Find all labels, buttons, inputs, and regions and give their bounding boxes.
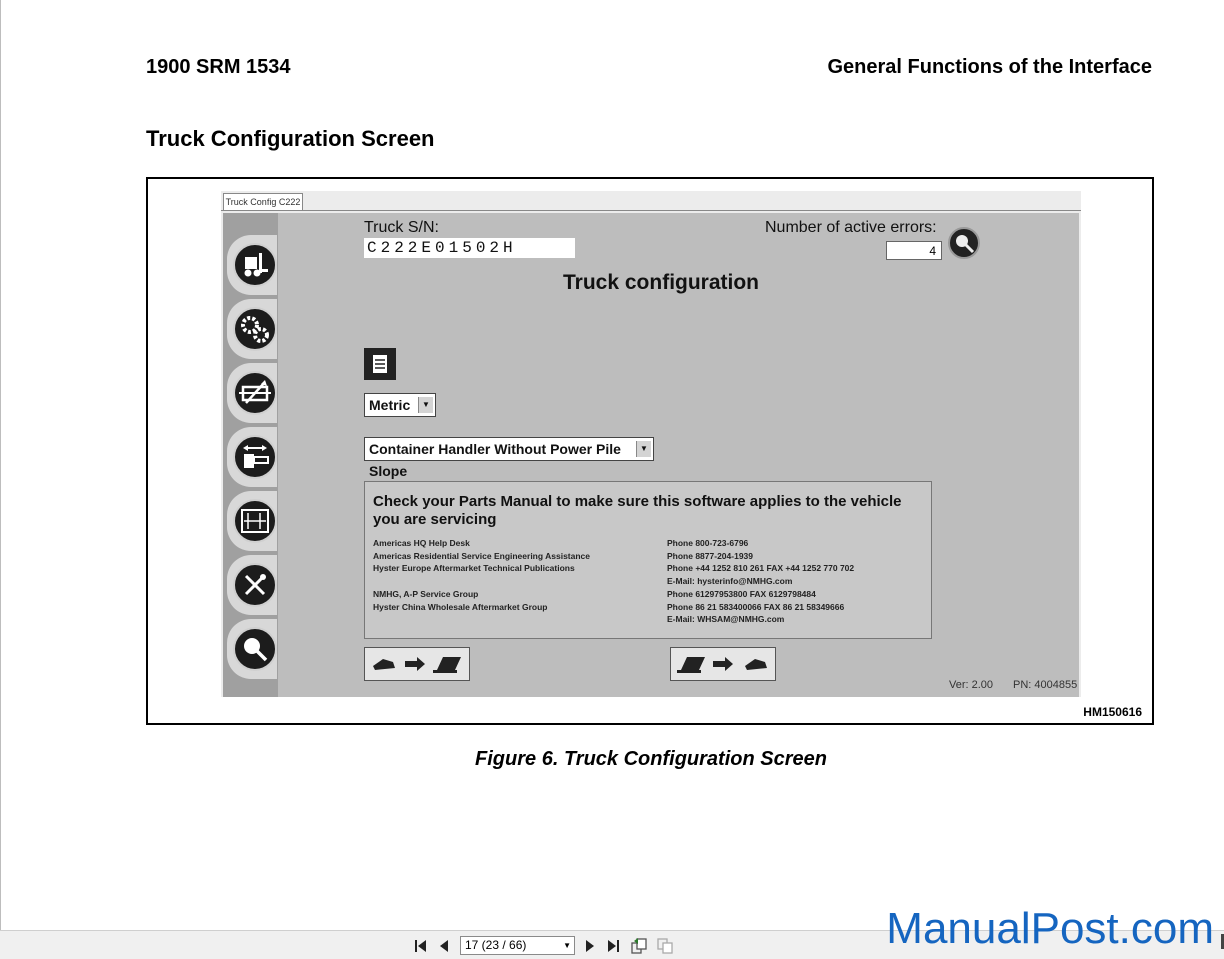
contact-details xyxy=(667,537,854,626)
contact-name: Hyster Europe Aftermarket Technical Publications xyxy=(373,563,575,574)
nav-tools[interactable] xyxy=(227,555,277,615)
config-screen xyxy=(223,213,1079,697)
chevron-down-icon: ▼ xyxy=(418,397,433,413)
version-label: Ver: 2.00 xyxy=(949,679,994,691)
truck-to-laptop-icon xyxy=(365,648,469,680)
next-page-icon[interactable] xyxy=(580,937,598,955)
contact-name: Americas Residential Service Engineering Assistance xyxy=(373,550,591,561)
active-errors-label: Number of active errors: xyxy=(765,219,937,236)
document-icon xyxy=(364,348,396,380)
contact-detail: E-Mail: hysterinfo@NMHG.com xyxy=(667,576,793,587)
chevron-down-icon: ▼ xyxy=(636,441,651,457)
figure-frame xyxy=(146,177,1154,725)
chevron-down-icon: ▼ xyxy=(563,941,571,950)
document-button[interactable] xyxy=(364,348,396,380)
contact-name: Americas HQ Help Desk xyxy=(373,538,470,548)
nav-diagram[interactable] xyxy=(227,491,277,551)
units-select[interactable] xyxy=(364,393,436,417)
previous-page-icon[interactable] xyxy=(436,937,454,955)
contact-detail: Phone 86 21 583400066 FAX 86 21 58349666 xyxy=(667,601,845,612)
page-indicator: 17 (23 / 66) xyxy=(465,938,527,952)
support-info-box xyxy=(364,481,932,639)
truck-type-select[interactable] xyxy=(364,437,654,479)
section-title: Truck Configuration Screen xyxy=(146,126,435,151)
nav-diagnostics[interactable] xyxy=(227,619,277,679)
contact-name: NMHG, A-P Service Group xyxy=(373,588,479,599)
forklift-icon xyxy=(233,243,277,287)
page-selector[interactable] xyxy=(460,936,575,955)
gauge-icon xyxy=(233,371,277,415)
part-number-label: PN: 4004855 xyxy=(1013,679,1078,691)
truck-sn-value: C222E01502H xyxy=(364,238,575,258)
contact-detail: Phone 800-723-6796 xyxy=(667,538,749,548)
truck-type-select-value: Container Handler Without Power Pile Slope xyxy=(369,441,621,479)
hydraulics-icon xyxy=(233,435,277,479)
truck-sn-label: Truck S/N: xyxy=(364,219,439,236)
contact-detail: E-Mail: WHSAM@NMHG.com xyxy=(667,614,785,625)
nav-truck-config[interactable] xyxy=(227,235,277,295)
nav-hydraulics[interactable] xyxy=(227,427,277,487)
first-page-icon[interactable] xyxy=(412,937,430,955)
nav-calibration[interactable] xyxy=(227,363,277,423)
copy-pages-icon[interactable] xyxy=(630,937,648,955)
header-doc-number: 1900 SRM 1534 xyxy=(146,56,291,78)
screen-title: Truck configuration xyxy=(563,271,760,294)
figure-caption: Figure 6. Truck Configuration Screen xyxy=(475,748,827,770)
units-select-value: Metric xyxy=(369,397,411,413)
diagram-icon xyxy=(233,499,277,543)
tab-divider xyxy=(221,210,1081,211)
active-errors-count: 4 xyxy=(886,241,942,260)
laptop-to-truck-button[interactable] xyxy=(670,647,776,681)
parts-manual-notice: Check your Parts Manual to make sure this software applies to the vehicle you are servicing xyxy=(373,493,902,528)
search-icon xyxy=(233,627,277,671)
view-errors-button[interactable] xyxy=(948,227,980,259)
figure-code: HM150616 xyxy=(1083,705,1142,719)
contact-detail: Phone 8877-204-1939 xyxy=(667,550,753,561)
app-screenshot xyxy=(221,191,1081,697)
magnifier-icon xyxy=(950,229,978,257)
paste-pages-icon[interactable] xyxy=(656,937,674,955)
contact-detail: Phone +44 1252 810 261 FAX +44 1252 770 702 xyxy=(667,563,855,574)
nav-sidebar xyxy=(223,213,278,697)
gears-icon xyxy=(233,307,277,351)
tools-icon xyxy=(233,563,277,607)
truck-to-laptop-button[interactable] xyxy=(364,647,470,681)
contact-name: Hyster China Wholesale Aftermarket Group xyxy=(373,601,548,612)
last-page-icon[interactable] xyxy=(604,937,622,955)
watermark: ManualPost.com xyxy=(886,904,1214,953)
header-section-name: General Functions of the Interface xyxy=(827,56,1152,78)
contact-names xyxy=(373,537,590,613)
contact-name xyxy=(373,575,590,588)
nav-settings[interactable] xyxy=(227,299,277,359)
tab-truck-config[interactable]: Truck Config C222 xyxy=(223,193,303,211)
laptop-to-truck-icon xyxy=(671,648,775,680)
contact-detail: Phone 61297953800 FAX 6129798484 xyxy=(667,588,816,599)
